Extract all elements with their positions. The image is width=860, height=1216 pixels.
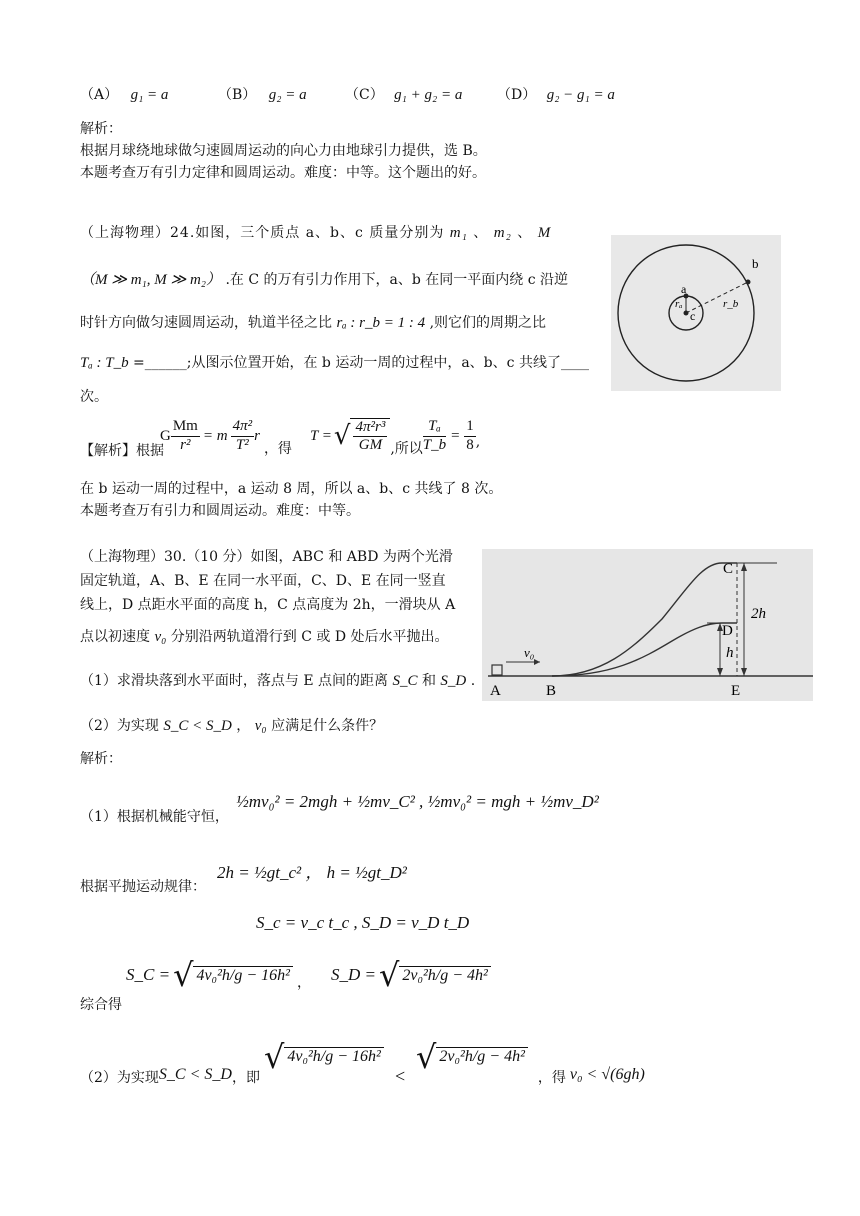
- q24-line1: [80, 222, 551, 242]
- orbit-figure: [611, 235, 781, 391]
- label-h: h: [726, 645, 734, 661]
- label-C: C: [723, 561, 734, 577]
- text: ，即: [231, 1069, 260, 1086]
- mass-m1: m₁: [449, 225, 468, 241]
- text: （2）为实现: [80, 718, 159, 734]
- q30-step5: [80, 1026, 645, 1087]
- q24-line3: [80, 312, 546, 332]
- eq-G: G: [160, 427, 171, 444]
- var-v0: v₀: [154, 629, 167, 645]
- option-c-label: （C）: [345, 87, 384, 103]
- label-2h: 2h: [751, 606, 766, 622]
- numerator: 1: [464, 418, 476, 436]
- less-than: <: [393, 1066, 406, 1086]
- solution-label: 【解析】根据: [80, 443, 164, 459]
- label-c: c: [690, 309, 696, 323]
- radius-ratio: rₐ : r_b = 1 : 4: [336, 315, 426, 331]
- option-c-expr: g₁ + g₂ = a: [394, 87, 463, 103]
- numerator: 4π²: [231, 418, 255, 436]
- label-A: A: [490, 683, 501, 699]
- fraction: [423, 418, 446, 454]
- text: ，得: [537, 1069, 566, 1086]
- period-ratio: Tₐ : T_b: [80, 355, 129, 371]
- q24-text: =______;从图示位置开始，在 b 运动一周的过程中，a、b、c 共线了____: [133, 355, 589, 371]
- numerator: 4π²r³: [353, 419, 387, 437]
- q30-line: 固定轨道，A、B、E 在同一水平面，C、D、E 在同一竖直: [80, 573, 446, 589]
- text: 应满足什么条件？: [271, 718, 384, 734]
- analysis-heading: 解析：: [80, 121, 122, 137]
- sqrt-icon: √: [173, 956, 194, 994]
- mass-condition: （M ≫ m₁, M ≫ m₂）: [80, 272, 221, 288]
- option-c: [345, 84, 462, 104]
- text: ，: [236, 718, 251, 734]
- inequality: S_C < S_D: [158, 1065, 232, 1083]
- label-rb: r_b: [723, 298, 739, 310]
- fraction: [171, 418, 200, 454]
- sqrt-icon: √: [416, 1037, 437, 1076]
- q30-step2-eq: 2h = ½gt_c² ， h = ½gt_D²: [217, 863, 407, 882]
- q30-line: [80, 626, 449, 646]
- sqrt-icon: √: [263, 1037, 285, 1076]
- mass-M: M: [537, 225, 552, 241]
- q24-line4: [80, 352, 589, 372]
- label-b: b: [752, 256, 759, 271]
- option-d-expr: g₂ − g₁ = a: [546, 87, 615, 103]
- q30-step2-label: 根据平抛运动规律：: [80, 879, 206, 895]
- eq-text: r: [254, 427, 260, 444]
- option-a-label: （A）: [80, 87, 119, 103]
- sqrt-icon: √: [378, 956, 400, 994]
- option-a-expr: g₁ = a: [130, 87, 169, 103]
- q30-question-1: [80, 670, 475, 690]
- separator: 、: [473, 225, 489, 241]
- denominator: T_b: [422, 436, 447, 453]
- numerator: Tₐ: [423, 418, 446, 436]
- label-D: D: [722, 623, 733, 639]
- q24-after: 在 b 运动一周的过程中，a 运动 8 周，所以 a、b、c 共线了 8 次。: [80, 481, 503, 497]
- option-a: [80, 84, 168, 104]
- text: （1）求滑块落到水平面时，落点与 E 点间的距离: [80, 673, 389, 689]
- var-sd: S_D: [440, 673, 467, 689]
- q30-step4-eq: [126, 956, 491, 994]
- denominator: T²: [235, 436, 249, 453]
- q30-line: 线上，D 点距水平面的高度 h，C 点高度为 2h，一滑块从 A: [80, 597, 456, 613]
- option-b: [218, 84, 307, 104]
- track-figure: [482, 549, 813, 701]
- q30-step3-eq: S_c = v_c t_c , S_D = v_D t_D: [256, 913, 470, 932]
- sqrt-icon: √: [333, 421, 351, 451]
- text: .: [470, 673, 476, 689]
- eq-text: T =: [309, 427, 332, 444]
- option-b-label: （B）: [218, 87, 257, 103]
- text: ,所以: [390, 441, 423, 457]
- var-sc: S_C: [392, 673, 418, 689]
- q30-line: （上海物理）30.（10 分）如图，ABC 和 ABD 为两个光滑: [80, 549, 453, 565]
- denominator: 8: [466, 436, 474, 453]
- label-B: B: [546, 683, 557, 699]
- text: 分别沿两轨道滑行到 C 或 D 处后水平抛出。: [170, 629, 449, 645]
- analysis-line: 本题考查万有引力定律和圆周运动。难度：中等。这个题出的好。: [80, 165, 486, 181]
- inequality: S_C < S_D: [163, 718, 232, 734]
- q30-analysis-heading: 解析：: [80, 751, 122, 767]
- text: ，得: [263, 441, 292, 457]
- eq-text: =: [450, 427, 461, 444]
- q24-after: 本题考查万有引力和圆周运动。难度：中等。: [80, 503, 360, 519]
- label-v0: v₀: [524, 645, 535, 660]
- label-ra: rₐ: [675, 298, 683, 310]
- q24-line2: [80, 268, 568, 289]
- separator: 、: [517, 225, 533, 241]
- q30-step4-label: 综合得: [80, 997, 122, 1013]
- option-d-label: （D）: [497, 87, 537, 103]
- q24-text: 时针方向做匀速圆周运动，轨道半径之比: [80, 315, 332, 331]
- fraction: [353, 419, 387, 455]
- text: 点以初速度: [80, 629, 150, 645]
- eq-text: S_C =: [126, 965, 171, 984]
- fraction: [231, 418, 255, 454]
- fraction: [464, 418, 476, 454]
- option-b-expr: g₂ = a: [268, 87, 307, 103]
- text: 和: [421, 673, 436, 689]
- result: v₀ < √(6gh): [569, 1065, 645, 1083]
- eq-text: = m: [202, 427, 228, 444]
- radical: [350, 418, 390, 455]
- orbit-diagram: [611, 235, 781, 391]
- text: ，: [296, 975, 311, 991]
- analysis-line: 根据月球绕地球做匀速圆周运动的向心力由地球引力提供，选 B。: [80, 143, 487, 159]
- radical: 4v₀²h/g − 16h²: [193, 966, 293, 985]
- denominator: GM: [358, 437, 383, 453]
- q24-line5: 次。: [80, 389, 108, 405]
- numerator: Mm: [171, 418, 200, 436]
- q24-solution: [80, 412, 480, 460]
- radical: 4v₀²h/g − 16h²: [284, 1047, 384, 1066]
- q30-question-2: [80, 715, 383, 735]
- text: ,: [475, 434, 481, 450]
- label-E: E: [731, 683, 741, 699]
- q24-text: （上海物理）24.如图，三个质点 a、b、c 质量分别为: [80, 225, 445, 241]
- q30-step1-eq: ½mv₀² = 2mgh + ½mv_C² , ½mv₀² = mgh + ½mv_D²: [236, 792, 599, 811]
- eq-text: S_D =: [330, 965, 376, 984]
- radical: 2v₀²h/g − 4h²: [436, 1047, 528, 1066]
- q24-text: .在 C 的万有引力作用下，a、b 在同一平面内绕 c 沿逆: [225, 272, 569, 288]
- var-v0: v₀: [254, 718, 267, 734]
- q24-text: ,则它们的周期之比: [429, 315, 547, 331]
- label-a: a: [681, 282, 687, 296]
- denominator: r²: [180, 436, 191, 453]
- option-d: [497, 84, 615, 104]
- mass-m2: m₂: [493, 225, 512, 241]
- q30-step1-label: （1）根据机械能守恒，: [80, 809, 229, 825]
- radical: 2v₀²h/g − 4h²: [399, 966, 491, 985]
- track-diagram: [482, 549, 813, 701]
- text: （2）为实现: [80, 1069, 159, 1086]
